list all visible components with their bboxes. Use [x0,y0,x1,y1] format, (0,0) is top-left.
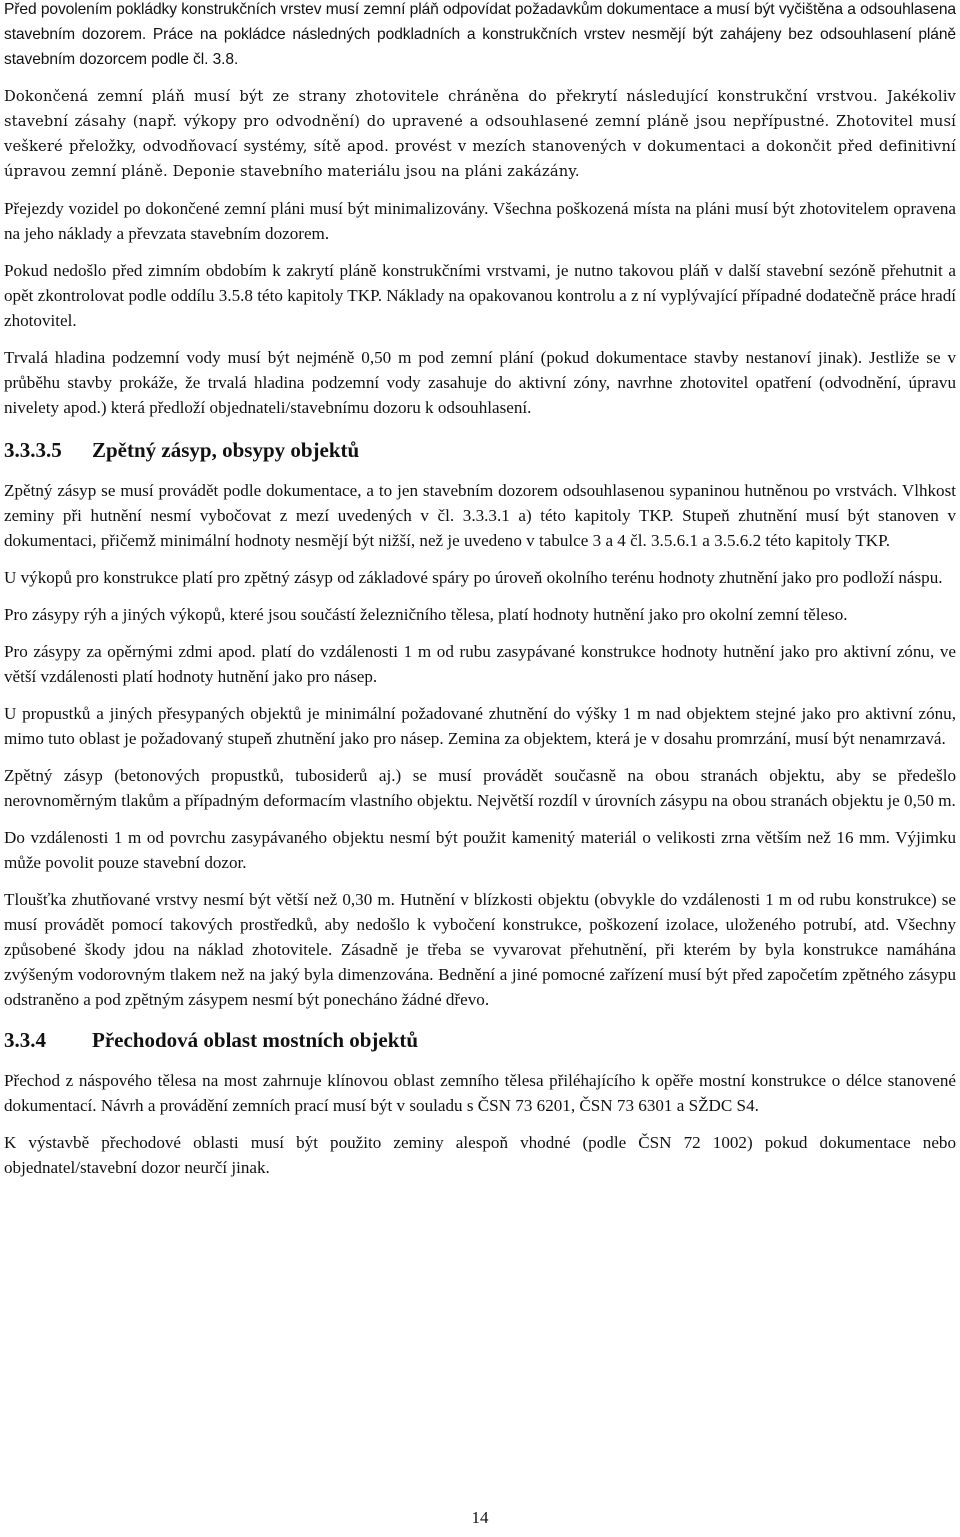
section-number: 3.3.3.5 [4,438,62,462]
page-number: 14 [471,1508,489,1527]
section-number: 3.3.4 [4,1028,46,1052]
paragraph-subgrade-protection: Dokončená zemní pláň musí být ze strany zhotovitele chráněna do překrytí následující konstrukční vrstvou. Jakékoliv stavební zásahy (např. výkopy pro odvodnění) do upravené a odsouhlasené zemní pláně jsou nepřípustné. Zhotovitel musí veškeré přeložky, odvodňovací systémy, sítě apod. provést v mezích stanovených v dokumentaci a dokončit před definitivní úpravou zemní pláně. Deponie stavebního materiálu jsou na pláni zakázány. [4,88,956,180]
section-heading-backfill [4,436,956,464]
section-title: Přechodová oblast mostních objektů [92,1028,419,1052]
paragraph-trench-backfill: Pro zásypy rýh a jiných výkopů, které jsou součástí železničního tělesa, platí hodnoty hutnění jako pro okolní zemní těleso. [4,605,848,624]
paragraph-groundwater-level: Trvalá hladina podzemní vody musí být nejméně 0,50 m pod zemní plání (pokud dokumentace stavby nestanoví jinak). Jestliže se v průběhu stavby prokáže, že trvalá hladina podzemní vody zasahuje do aktivní zóny, navrhne zhotovitel opatření (odvodnění, úpravu nivelety apod.) která předloží objednateli/stavebnímu dozoru k odsouhlasení. [4,348,956,417]
section-heading-transition-zone [4,1026,956,1054]
paragraph-retaining-walls: Pro zásypy za opěrnými zdmi apod. platí do vzdálenosti 1 m od rubu zasypávané konstrukce hodnoty hutnění jako pro aktivní zónu, ve větší vzdálenosti platí hodnoty hutnění jako pro násep. [4,642,956,686]
paragraph-stony-material: Do vzdálenosti 1 m od povrchu zasypávaného objektu nesmí být použit kamenitý materiál o velikosti zrna větším než 16 mm. Výjimku může povolit pouze stavební dozor. [4,828,956,872]
paragraph-subgrade-approval: Před povolením pokládky konstrukčních vrstev musí zemní pláň odpovídat požadavkům dokumentace a musí být vyčištěna a odsouhlasena stavebním dozorem. Práce na pokládce následných podkladních a konstrukčních vrstev nesmějí být zahájeny bez odsouhlasení pláně stavebním dozorcem podle čl. 3.8. [4,1,956,68]
section-title: Zpětný zásyp, obsypy objektů [92,438,360,462]
paragraph-winter-period: Pokud nedošlo před zimním obdobím k zakrytí pláně konstrukčními vrstvami, je nutno takovou pláň v další stavební sezóně přehutnit a opět zkontrolovat podle oddílu 3.5.8 této kapitoly TKP. Náklady na opakovanou kontrolu a z ní vyplývající případné dodatečně práce hradí zhotovitel. [4,261,956,330]
paragraph-transition-soil: K výstavbě přechodové oblasti musí být použito zeminy alespoň vhodné (podle ČSN 72 1002) pokud dokumentace nebo objednatel/stavební dozor neurčí jinak. [4,1133,956,1177]
document-page [4,0,956,1192]
paragraph-culverts: U propustků a jiných přesypaných objektů je minimální požadované zhutnění do výšky 1 m nad objektem stejné jako pro aktivní zónu, mimo tuto oblast je požadovaný stupeň zhutnění jako pro násep. Zemina za objektem, která je v dosahu promrzání, musí být nenamrzavá. [4,704,956,748]
paragraph-backfill-general: Zpětný zásyp se musí provádět podle dokumentace, a to jen stavebním dozorem odsouhlasenou sypaninou hutněnou po vrstvách. Vlhkost zeminy při hutnění nesmí vybočovat z mezí uvedených v čl. 3.3.3.1 a) této kapitoly TKP. Stupeň zhutnění musí být stanoven v dokumentaci, přičemž minimální hodnoty nesmějí být nižší, než je uvedeno v tabulce 3 a 4 čl. 3.5.6.1 a 3.5.6.2 této kapitoly TKP. [4,481,956,550]
paragraph-vehicle-crossings: Přejezdy vozidel po dokončené zemní pláni musí být minimalizovány. Všechna poškozená místa na pláni musí být zhotovitelem opravena na jeho náklady a převzata stavebním dozorem. [4,199,956,243]
paragraph-layer-thickness: Tloušťka zhutňované vrstvy nesmí být větší než 0,30 m. Hutnění v blízkosti objektu (obvykle do vzdálenosti 1 m od rubu konstrukce) se musí provádět pomocí takových prostředků, aby nedošlo k vybočení konstrukce, poškození izolace, uloženého potrubí, atd. Všechny způsobené škody jdou na náklad zhotovitele. Zásadně je třeba se vyvarovat přehutnění, při kterém by byla konstrukce namáhána zvýšeným vodorovným tlakem než na jaký byla dimenzována. Bednění a jiné pomocné zařízení musí být před započetím zpětného zásypu odstraněno a pod zpětným zásypem nesmí být ponecháno žádné dřevo. [4,890,956,1009]
paragraph-simultaneous-backfill: Zpětný zásyp (betonových propustků, tubosiderů aj.) se musí provádět současně na obou stranách objektu, aby se předešlo nerovnoměrným tlakům a případným deformacím vlastního objektu. Největší rozdíl v úrovních zásypu na obou stranách objektu je 0,50 m. [4,766,956,810]
paragraph-excavations-structures: U výkopů pro konstrukce platí pro zpětný zásyp od základové spáry po úroveň okolního terénu hodnoty zhutnění jako pro podloží náspu. [4,568,943,587]
paragraph-transition-definition: Přechod z náspového tělesa na most zahrnuje klínovou oblast zemního tělesa přiléhajícího k opěře mostní konstrukce o délce stanovené dokumentací. Návrh a provádění zemních prací musí být v souladu s ČSN 73 6201, ČSN 73 6301 a SŽDC S4. [4,1071,956,1115]
